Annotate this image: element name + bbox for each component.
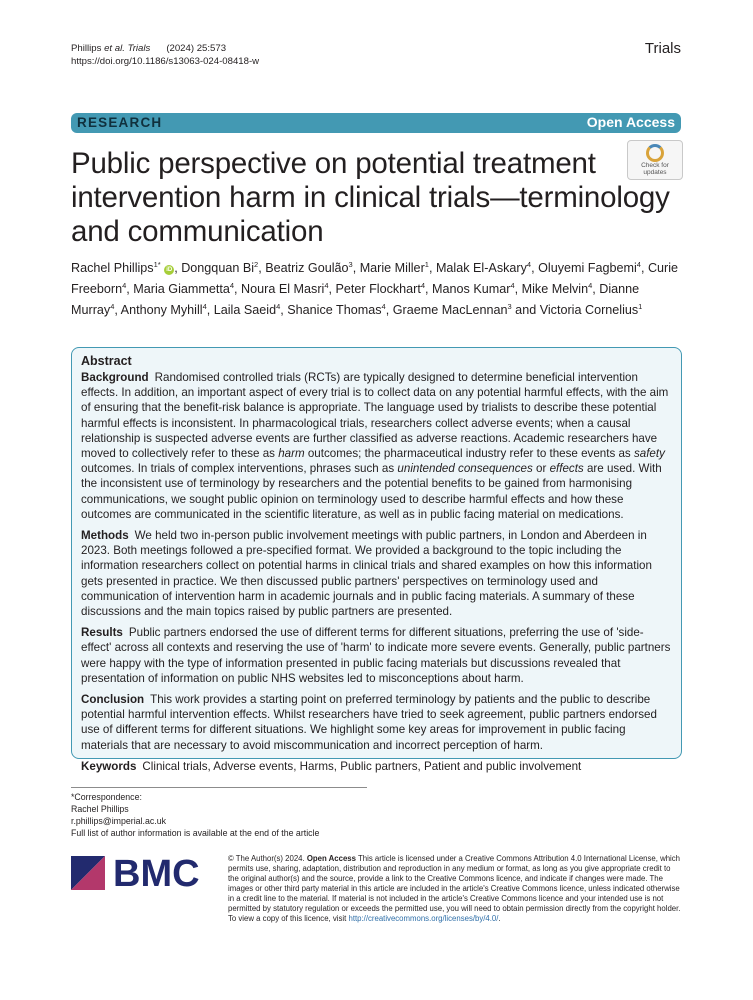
- author-name: Rachel Phillips: [71, 261, 154, 276]
- abstract-box: [71, 347, 682, 773]
- correspondence-block: [71, 791, 319, 839]
- article-title: Public perspective on potential treatment intervention harm in clinical trials—terminology and communication: [71, 147, 670, 248]
- citation-etal-journal: et al. Trials: [104, 43, 151, 54]
- correspondence-email[interactable]: r.phillips@imperial.ac.uk: [71, 816, 166, 826]
- author-affiliation: 4: [202, 302, 207, 312]
- results-label: Results: [81, 626, 123, 640]
- bmc-logo: [71, 852, 211, 892]
- author-affiliation: 3: [348, 260, 353, 269]
- abstract-conclusion: Conclusion This work provides a starting point on preferred terminology by patients and the public to describe potential harmful intervention effects. Whilst researchers have tried to seek agreement, public partners endorsed use of different terms for different situations. We highlight some key areas for improvement in public facing materials that are necessary to avoid miscommunication and incorrect perception of harm.: [81, 693, 657, 752]
- author-list: Rachel Phillips$^{1*}$ iD , Dongquan Bi$^2$, Beatriz Goulão$^3$, Marie Miller$^1$, Malak El-Askary$^4$, Oluyemi Fagbemi$^4$, Curie Freeborn$^4$, Maria Giammetta$^4$, Noura El Masri$^4$, Peter Flockhart$^4$, Manos Kumar$^4$, Mike Melvin$^4$, Dianne Murray$^4$, Anthony Myhill$^4$, Laila Saeid$^4$, Shanice Thomas$^4$, Graeme MacLennan$^3$ and Victoria Cornelius$^1$: [71, 260, 679, 318]
- author-affiliation: 4: [122, 281, 127, 291]
- correspondence-name: Rachel Phillips: [71, 804, 129, 814]
- author-name: Oluyemi Fagbemi: [538, 261, 637, 276]
- citation-year-volume: (2024) 25:573: [166, 43, 227, 54]
- journal-name: Trials: [644, 40, 681, 57]
- author-affiliation: 4: [324, 281, 329, 291]
- author-info-note: Full list of author information is available at the end of the article: [71, 828, 320, 838]
- author-name: Laila Saeid: [213, 303, 277, 318]
- orcid-icon[interactable]: iD: [166, 267, 173, 274]
- citation-authors: Phillips: [71, 43, 102, 54]
- author-name: Graeme MacLennan: [392, 303, 508, 318]
- author-affiliation: 4: [381, 302, 386, 312]
- author-affiliation: 4: [636, 260, 641, 269]
- author-affiliation: 3: [507, 302, 512, 312]
- author-name: Malak El-Askary: [435, 261, 527, 276]
- author-affiliation: 2: [254, 260, 259, 269]
- conclusion-label: Conclusion: [81, 693, 145, 707]
- badge-line-2: updates: [643, 169, 667, 176]
- author-name: Anthony Myhill: [120, 303, 203, 318]
- author-name: Victoria Cornelius: [539, 303, 639, 318]
- bmc-logo-text: BMC: [113, 853, 200, 892]
- keywords-label: Keywords: [81, 759, 137, 773]
- author-name: Maria Giammetta: [133, 282, 230, 297]
- author-name: Dianne Murray: [71, 282, 640, 318]
- author-affiliation: 4: [588, 281, 593, 291]
- running-header: [71, 42, 259, 68]
- section-band: [71, 113, 681, 133]
- methods-label: Methods: [81, 529, 129, 543]
- open-access-label: Open Access: [586, 114, 675, 130]
- author-name: Noura El Masri: [241, 282, 325, 297]
- author-name: Peter Flockhart: [335, 282, 421, 297]
- doi-link[interactable]: https://doi.org/10.1186/s13063-024-08418-w: [71, 56, 260, 67]
- author-affiliation: 1: [638, 302, 643, 312]
- footnote-divider: [71, 787, 367, 788]
- author-name: Beatriz Goulão: [265, 261, 349, 276]
- author-affiliation: 4: [276, 302, 281, 312]
- abstract-keywords: Keywords Clinical trials, Adverse events, Harms, Public partners, Patient and public involvement: [81, 759, 582, 773]
- author-affiliation: 4: [229, 281, 235, 291]
- section-label: RESEARCH: [77, 115, 163, 130]
- abstract-heading: Abstract: [81, 354, 132, 368]
- badge-line-1: Check for: [641, 162, 669, 169]
- abstract-background: Background Randomised controlled trials (RCTs) are typically designed to determine beneficial intervention effects. In addition, an important aspect of every trial is to collect data on any potential harmful effects, with the aim of ensuring that the benefit-risk balance is appropriate. The language used by trialists to describe these potential harmful effects is inconsistent. In pharmacological trials, researchers collect adverse events; when a causal relationship is suspected adverse events are further classified as adverse reactions. Academic researchers have moved to collectively refer to these as harm outcomes; the pharmaceutical industry refer to these events as safety outcomes. In trials of complex interventions, phrases such as unintended consequences or effects are used. With the inconsistent use of terminology by researchers and the potential benefits to be gained from harmonising communications, we sought public opinion on terminology used to describe harmful effects and how these outcomes are communicated in the scientific literature, as well as in public facing material on medications.: [81, 371, 669, 521]
- author-affiliation: 4: [110, 302, 115, 312]
- author-name: Manos Kumar: [432, 282, 511, 297]
- author-name: Mike Melvin: [521, 282, 589, 297]
- abstract-methods: Methods We held two in-person public involvement meetings with public partners, in London and Aberdeen in 2023. Both meetings followed a pre-specified format. We provided a background to the topic including the information researchers collect on potential harms in clinical trials and shared examples on how this information gets presented in practice. We then discussed public partners' perspectives on terminology used and communication of intervention harm in academic journals and in public facing materials. A summary of these discussions and the main topics raised by public partners are presented.: [81, 529, 652, 619]
- author-name: Curie Freeborn: [71, 261, 679, 297]
- author-affiliation: 4: [526, 260, 532, 269]
- author-name: Shanice Thomas: [287, 303, 382, 318]
- author-name: Dongquan Bi: [181, 261, 255, 276]
- citation-line: [71, 42, 259, 55]
- license-link[interactable]: http://creativecommons.org/licenses/by/4.0/: [348, 914, 499, 923]
- author-affiliation: 1: [424, 260, 429, 269]
- author-affiliation: 4: [420, 281, 426, 291]
- abstract-results: Results Public partners endorsed the use of different terms for different situations, preferring the use of 'side-effect' across all contexts and reserving the use of 'harm' to indicate more severe events. Generally, public partners were happy with the type of information presented in public facing materials but discussions revealed that presentation of information on public NHS websites led to misconceptions about harm.: [81, 626, 671, 685]
- correspondence-label: *Correspondence:: [71, 792, 142, 802]
- author-affiliation: 1*: [153, 260, 161, 269]
- background-label: Background: [81, 371, 149, 384]
- license-text: © The Author(s) 2024. Open Access This article is licensed under a Creative Commons Attribution 4.0 International License, which permits use, sharing, adaptation, distribution and reproduction in any medium or format, as long as you give appropriate credit to the original author(s) and the source, provide a link to the Creative Commons licence, and indicate if changes were made. The images or other third party material in this article are included in the article's Creative Commons licence, unless indicated otherwise in a credit line to the material. If material is not included in the article's Creative Commons licence and your intended use is not permitted by statutory regulation or exceeds the permitted use, you will need to obtain permission directly from the copyright holder. To view a copy of this licence, visit http://creativecommons.org/licenses/by/4.0/.: [228, 854, 681, 923]
- author-affiliation: 4: [510, 281, 515, 291]
- author-name: Marie Miller: [359, 261, 425, 276]
